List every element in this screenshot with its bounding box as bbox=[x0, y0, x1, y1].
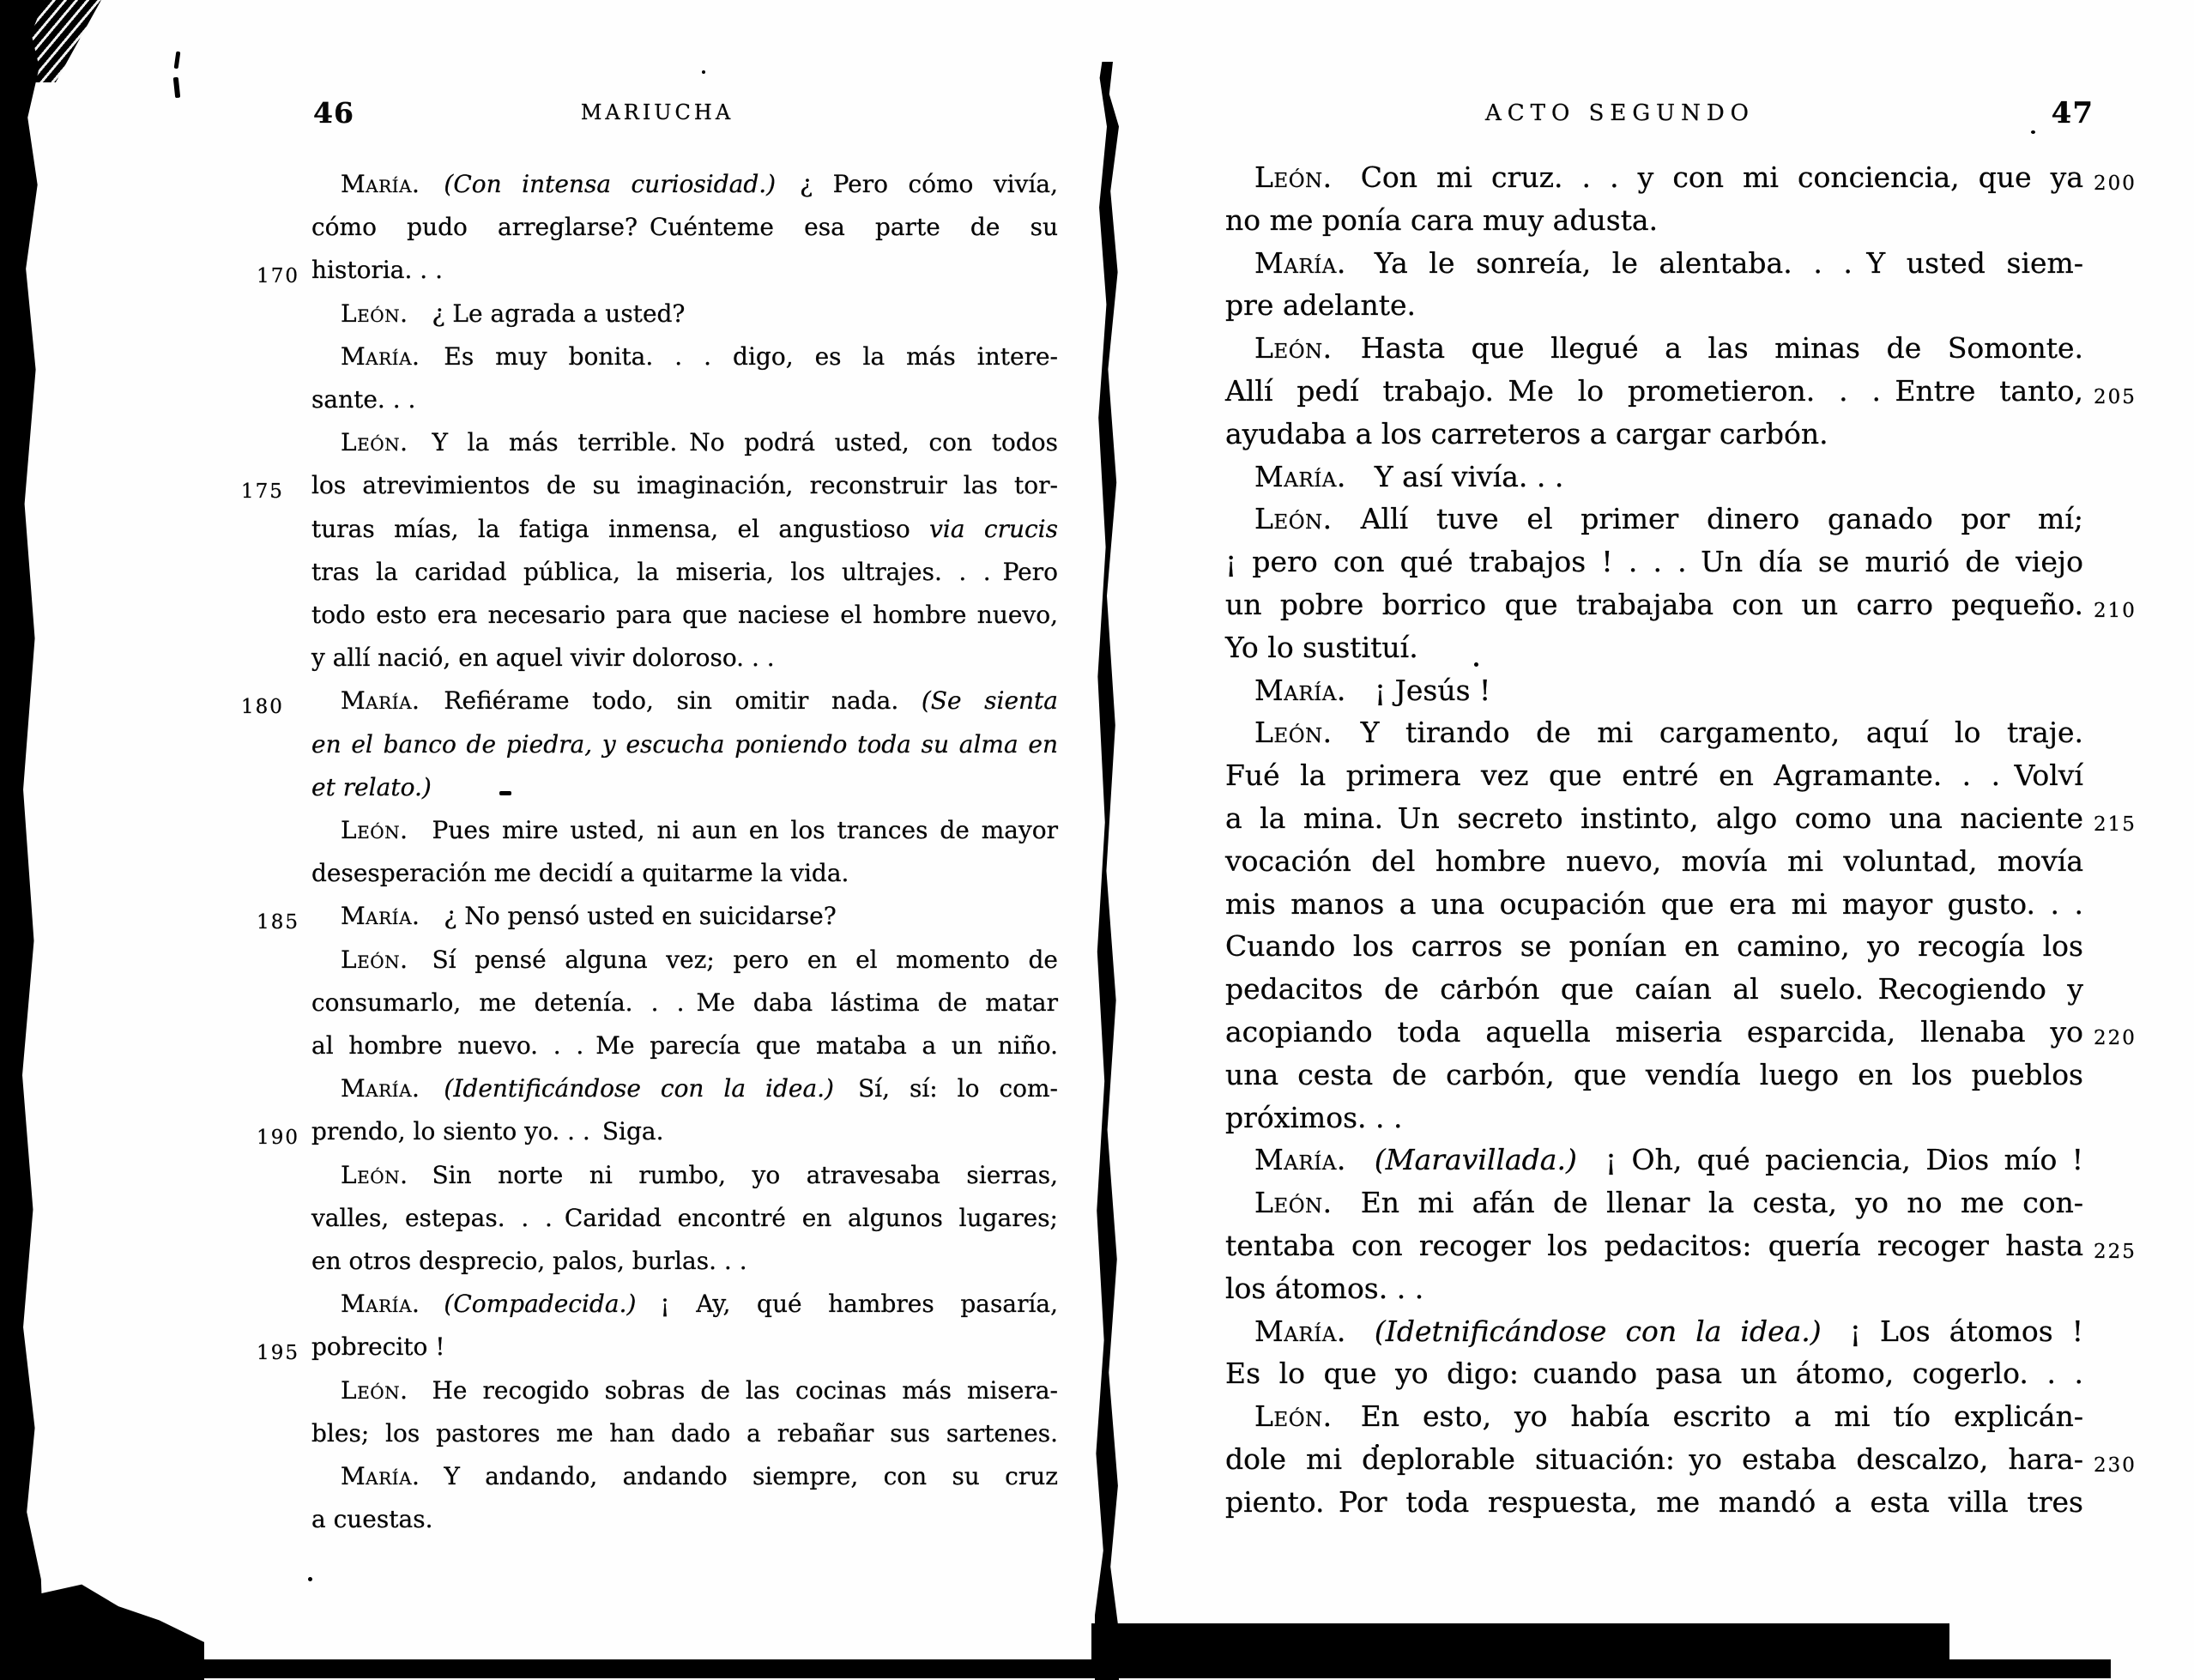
stage-direction: (Maravillada.) bbox=[1374, 1143, 1577, 1177]
line-number: 190 bbox=[257, 1127, 299, 1150]
speaker-name: María. bbox=[1254, 673, 1346, 707]
stage-direction: (Idetnificándose con la idea.) bbox=[1374, 1314, 1822, 1348]
line-number: 200 bbox=[2094, 172, 2137, 195]
stage-direction: (Identificándose con la idea.) bbox=[444, 1074, 834, 1103]
right-page bbox=[1225, 96, 2137, 1680]
speaker-name: León. bbox=[341, 1160, 408, 1189]
speaker-name: León. bbox=[341, 945, 408, 974]
dialogue-text: historia. . . bbox=[311, 256, 444, 285]
speaker-name: León. bbox=[341, 428, 408, 457]
text-line bbox=[311, 939, 1058, 982]
speaker-name: León. bbox=[1254, 160, 1333, 194]
text-line bbox=[1225, 797, 2137, 840]
text-line bbox=[1225, 1310, 2083, 1353]
text-line bbox=[1225, 840, 2083, 883]
speaker-name: León. bbox=[1254, 502, 1333, 536]
text-line bbox=[1225, 456, 2083, 499]
speaker-name: León. bbox=[341, 299, 408, 328]
text-line bbox=[311, 1498, 1058, 1541]
dialogue-text bbox=[420, 1290, 444, 1318]
text-line bbox=[311, 551, 1058, 594]
text-line bbox=[1225, 370, 2137, 413]
dialogue-text: Es lo que yo digo: cuando pasa un átomo, cogerlo. . . bbox=[1225, 1357, 2083, 1391]
text-line bbox=[1225, 754, 2083, 797]
speaker-name: León. bbox=[1254, 1186, 1333, 1220]
dialogue-text: una cesta de carbón, que vendía luego en los pueblos bbox=[1225, 1057, 2083, 1091]
dialogue-text: ¡ Jesús ! bbox=[1345, 673, 1491, 707]
speaker-name: León. bbox=[1254, 716, 1333, 750]
line-number: 215 bbox=[2094, 813, 2137, 836]
dialogue-text bbox=[1346, 1314, 1375, 1348]
text-line bbox=[311, 1283, 1058, 1326]
dialogue-text: Y así vivía. . . bbox=[1345, 459, 1564, 493]
dialogue-text bbox=[420, 170, 444, 198]
text-line bbox=[1225, 199, 2083, 242]
speaker-name: León. bbox=[1254, 331, 1333, 366]
text-line bbox=[241, 464, 1058, 507]
line-number: 185 bbox=[257, 911, 299, 934]
dialogue-text: Y la más terrible. No podrá usted, con todos bbox=[408, 428, 1058, 457]
scan-artifact-ink-mark bbox=[173, 77, 180, 98]
running-header: MARIUCHA bbox=[580, 100, 734, 124]
dialogue-text: sante. . . bbox=[311, 385, 416, 414]
text-line bbox=[1225, 1011, 2137, 1054]
text-line bbox=[311, 1024, 1058, 1067]
scan-artifact-left-edge bbox=[0, 0, 45, 1680]
dialogue-text: bles; los pastores me han dado a rebañar sus sartenes. bbox=[311, 1418, 1058, 1447]
text-line bbox=[1225, 242, 2083, 285]
speaker-name: León. bbox=[1254, 1399, 1333, 1434]
line-number: 210 bbox=[2094, 600, 2137, 622]
text-line bbox=[311, 163, 1058, 206]
text-line bbox=[1225, 541, 2083, 583]
text-line bbox=[257, 895, 1058, 938]
dialogue-text: ¿ No pensó usted en suicidarse? bbox=[420, 902, 837, 931]
line-number: 170 bbox=[257, 265, 299, 288]
text-line bbox=[1225, 1054, 2083, 1097]
text-line bbox=[257, 1110, 1058, 1153]
dialogue-text: turas mías, la fatiga inmensa, el angustioso bbox=[311, 514, 930, 543]
dialogue-text: en otros desprecio, palos, burlas. . . bbox=[311, 1247, 747, 1275]
text-line bbox=[311, 982, 1058, 1024]
line-number: 230 bbox=[2094, 1454, 2137, 1477]
speaker-name: María. bbox=[1254, 245, 1346, 280]
dialogue-text: desesperación me decidí a quitarme la vida. bbox=[311, 859, 849, 888]
text-line bbox=[311, 508, 1058, 551]
dialogue-text: ¿ Le agrada a usted? bbox=[408, 299, 686, 328]
text-line bbox=[311, 594, 1058, 637]
speaker-name: María. bbox=[341, 1074, 420, 1103]
text-line bbox=[1225, 327, 2083, 370]
dialogue-text: piento. Por toda respuesta, me mandó a esta villa tres bbox=[1225, 1484, 2083, 1519]
dialogue-text: En mi afán de llenar la cesta, yo no me con- bbox=[1332, 1186, 2083, 1220]
speaker-name: María. bbox=[341, 341, 420, 371]
dialogue-text: Yo lo sustituí. bbox=[1225, 630, 1418, 664]
stage-direction: (Con intensa curiosidad.) bbox=[444, 170, 777, 198]
speaker-name: María. bbox=[341, 902, 420, 931]
text-line bbox=[1225, 883, 2083, 926]
dialogue-text: valles, estepas. . . Caridad encontré en algunos lugares; bbox=[311, 1203, 1058, 1232]
dialogue-text: Sin norte ni rumbo, yo atravesaba sierras, bbox=[408, 1160, 1058, 1189]
dialogue-text: mis manos a una ocupación que era mi mayor gusto. . . bbox=[1225, 886, 2083, 921]
dialogue-text: los atrevimientos de su imaginación, reconstruir las tor- bbox=[311, 471, 1058, 500]
text-line bbox=[241, 680, 1059, 722]
stage-direction: (Se sienta bbox=[921, 686, 1059, 716]
text-line bbox=[1225, 1267, 2083, 1310]
dialogue-text: pedacitos de carbón que caían al suelo. Recogiendo y bbox=[1225, 972, 2083, 1006]
text-line bbox=[1225, 498, 2083, 541]
dialogue-text: al hombre nuevo. . . Me parecía que mataba a un niño. bbox=[311, 1031, 1058, 1060]
page-number: 46 bbox=[313, 96, 354, 130]
left-page bbox=[241, 96, 1059, 1680]
text-line bbox=[311, 809, 1058, 852]
line-number: 180 bbox=[241, 696, 284, 719]
dialogue-text: ¡ pero con qué trabajos ! . . . Un día se murió de viejo bbox=[1225, 545, 2083, 579]
text-line bbox=[311, 1455, 1058, 1498]
stage-direction: et relato.) bbox=[311, 772, 432, 801]
text-line bbox=[1225, 1352, 2083, 1395]
text-line bbox=[1225, 284, 2083, 327]
dialogue-text: a la mina. Un secreto instinto, algo como una naciente bbox=[1225, 801, 2083, 835]
dialogue-text: Sí, sí: lo com- bbox=[833, 1074, 1058, 1103]
text-line bbox=[1225, 413, 2083, 456]
scan-artifact-ink-mark bbox=[174, 51, 181, 69]
line-number: 195 bbox=[257, 1342, 299, 1365]
dialogue-text: acopiando toda aquella miseria esparcida, llenaba yo bbox=[1225, 1015, 2083, 1048]
dialogue-text: Fué la primera vez que entré en Agramante. . . Volví bbox=[1225, 758, 2083, 793]
text-line bbox=[1225, 669, 2083, 712]
speaker-name: María. bbox=[1254, 459, 1346, 493]
stage-direction: en el banco de piedra, y escucha poniendo toda su alma en bbox=[311, 729, 1058, 758]
dialogue-text: ayudaba a los carreteros a cargar carbón. bbox=[1225, 416, 1828, 450]
text-line bbox=[311, 1412, 1058, 1455]
dialogue-text: Ya le sonreía, le alentaba. . . Y usted siem- bbox=[1345, 245, 2083, 280]
dialogue-text: próximos. . . bbox=[1225, 1100, 1403, 1134]
text-line bbox=[1225, 1097, 2083, 1139]
text-line bbox=[1225, 626, 2083, 669]
scan-artifact-book-gutter bbox=[1095, 62, 1119, 1680]
line-number: 225 bbox=[2094, 1241, 2137, 1263]
dialogue-text: tras la caridad pública, la miseria, los ultrajes. . . Pero bbox=[311, 557, 1058, 586]
stage-direction: (Compadecida.) bbox=[444, 1290, 637, 1319]
dialogue-text: Pues mire usted, ni aun en los trances de mayor bbox=[408, 816, 1058, 844]
speaker-name: León. bbox=[341, 1375, 408, 1405]
speaker-name: María. bbox=[1254, 1314, 1346, 1348]
scan-artifact-speck bbox=[702, 70, 705, 74]
dialogue-text: ¡ Oh, qué paciencia, Dios mío ! bbox=[1576, 1143, 2083, 1177]
dialogue-text bbox=[1346, 1143, 1375, 1176]
dialogue-text: ¿ Pero cómo vivía, bbox=[776, 170, 1059, 198]
text-line bbox=[311, 335, 1058, 378]
text-line bbox=[311, 766, 1058, 809]
text-line bbox=[311, 1240, 1058, 1283]
page-number: 47 bbox=[2051, 96, 2094, 130]
text-line bbox=[1225, 1139, 2083, 1181]
text-line bbox=[311, 1154, 1058, 1197]
dialogue-text: tentaba con recoger los pedacitos: quería recoger hasta bbox=[1225, 1229, 2083, 1262]
speaker-name: María. bbox=[341, 1462, 420, 1490]
text-line bbox=[1225, 1481, 2083, 1524]
text-line bbox=[311, 723, 1058, 766]
text-line bbox=[1225, 1224, 2137, 1267]
dialogue-text: Es muy bonita. . . digo, es la más intere- bbox=[420, 341, 1058, 371]
dialogue-text: Con mi cruz. . . y con mi conciencia, que ya bbox=[1332, 160, 2083, 194]
text-line bbox=[1225, 583, 2137, 626]
text-line bbox=[257, 1326, 1058, 1369]
dialogue-text: un pobre borrico que trabajaba con un carro pequeño. bbox=[1225, 588, 2083, 621]
text-line bbox=[1225, 1438, 2137, 1481]
dialogue-text: a cuestas. bbox=[311, 1505, 433, 1534]
dialogue-text: En esto, yo había escrito a mi tío explicán- bbox=[1332, 1399, 2083, 1434]
dialogue-text: ¡ Los átomos ! bbox=[1821, 1314, 2084, 1348]
stage-direction: via crucis bbox=[929, 514, 1058, 543]
text-line bbox=[311, 1067, 1058, 1110]
dialogue-text: cómo pudo arreglarse? Cuénteme esa parte de su bbox=[311, 213, 1058, 242]
dialogue-text: Y andando, andando siempre, con su cruz bbox=[420, 1462, 1058, 1490]
speaker-name: María. bbox=[1254, 1143, 1346, 1177]
dialogue-text: los átomos. . . bbox=[1225, 1271, 1424, 1305]
dialogue-text: Y tirando de mi cargamento, aquí lo traje. bbox=[1332, 716, 2083, 750]
text-line bbox=[1225, 156, 2137, 199]
speaker-name: María. bbox=[341, 170, 420, 198]
dialogue-text: pre adelante. bbox=[1225, 288, 1417, 323]
dialogue-text: pobrecito ! bbox=[311, 1333, 445, 1362]
dialogue-text: Allí tuve el primer dinero ganado por mí; bbox=[1332, 502, 2083, 536]
dialogue-text: Cuando los carros se ponían en camino, yo recogía los bbox=[1225, 929, 2083, 964]
text-line bbox=[311, 1369, 1058, 1412]
text-line bbox=[311, 378, 1058, 421]
dialogue-text: Refiérame todo, sin omitir nada. bbox=[420, 686, 922, 716]
text-line bbox=[311, 852, 1058, 895]
text-line bbox=[311, 206, 1058, 249]
dialogue-text: prendo, lo siento yo. . . Siga. bbox=[311, 1117, 664, 1146]
dialogue-text: Sí pensé alguna vez; pero en el momento de bbox=[408, 945, 1058, 974]
speaker-name: María. bbox=[341, 1290, 420, 1319]
dialogue-text bbox=[420, 1074, 444, 1103]
text-line bbox=[311, 293, 1058, 335]
speaker-name: María. bbox=[341, 686, 420, 716]
text-line bbox=[311, 1197, 1058, 1240]
dialogue-text: no me ponía cara muy adusta. bbox=[1225, 202, 1659, 237]
text-line bbox=[1225, 1181, 2083, 1224]
dialogue-text: consumarlo, me detenía. . . Me daba lástima de matar bbox=[311, 988, 1058, 1017]
dialogue-text: He recogido sobras de las cocinas más misera- bbox=[408, 1375, 1058, 1405]
dialogue-text: todo esto era necesario para que naciese el hombre nuevo, bbox=[311, 601, 1058, 629]
dialogue-text: y allí nació, en aquel vivir doloroso. . . bbox=[311, 644, 775, 673]
dialogue-text: Allí pedí trabajo. Me lo prometieron. . . Entre tanto, bbox=[1225, 374, 2083, 408]
line-number: 175 bbox=[241, 480, 284, 504]
text-line bbox=[1225, 711, 2083, 754]
dialogue-text: vocación del hombre nuevo, movía mi voluntad, movía bbox=[1225, 843, 2083, 878]
text-line bbox=[1225, 1395, 2083, 1438]
text-line bbox=[311, 421, 1058, 464]
dialogue-text: Hasta que llegué a las minas de Somonte. bbox=[1332, 331, 2083, 366]
dialogue-text: ¡ Ay, qué hambres pasaría, bbox=[636, 1290, 1058, 1319]
text-line bbox=[1225, 925, 2083, 968]
text-line bbox=[1225, 968, 2083, 1011]
speaker-name: León. bbox=[341, 816, 408, 844]
line-number: 220 bbox=[2094, 1027, 2137, 1049]
line-number: 205 bbox=[2094, 386, 2137, 408]
text-line bbox=[311, 637, 1058, 680]
text-line bbox=[257, 249, 1058, 292]
running-header: ACTO SEGUNDO bbox=[1485, 100, 1755, 126]
dialogue-text: dole mi deplorable situación: yo estaba descalzo, hara- bbox=[1225, 1442, 2083, 1476]
